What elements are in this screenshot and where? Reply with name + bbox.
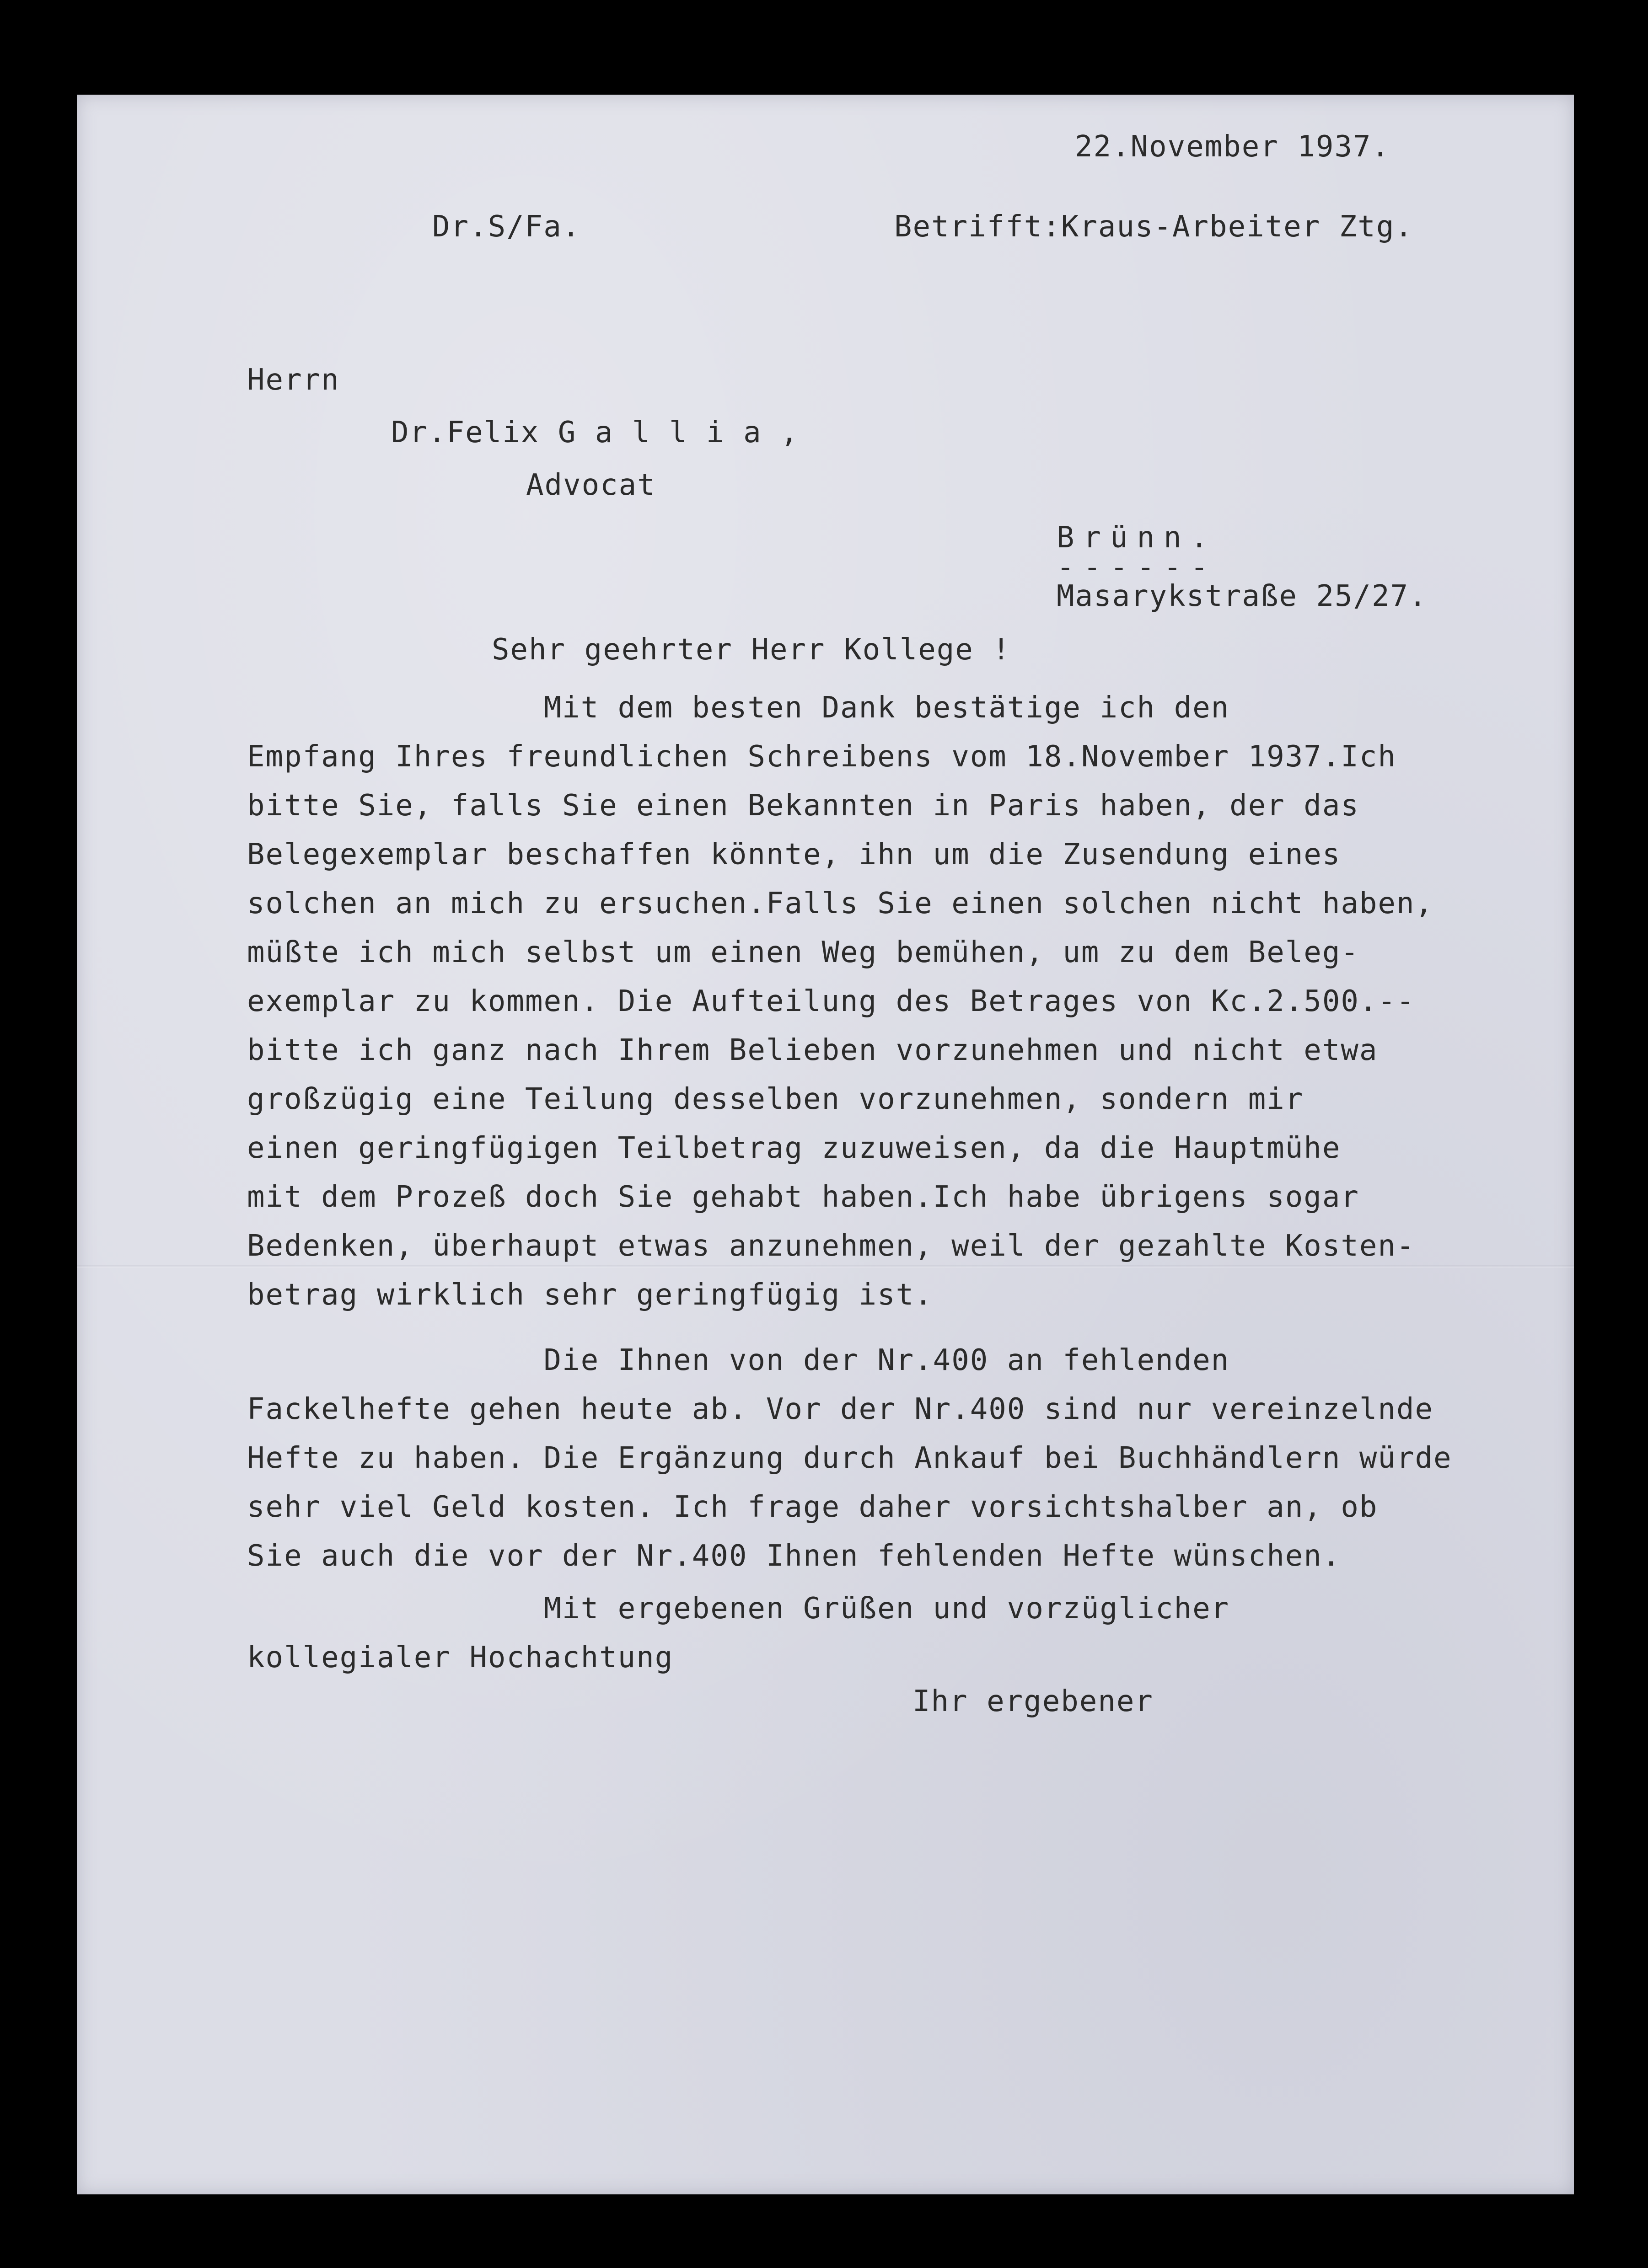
subject-line: Betrifft:Kraus-Arbeiter Ztg. [894, 210, 1413, 244]
body-paragraph-1: Mit dem besten Dank bestätige ich den Empfang Ihres freundlichen Schreibens vom 18.November 1937.Ich bitte Sie, falls Sie einen Bekannten in Paris haben, der das Belegexemplar beschaffen könnte, ihn um die Zusendung eines solchen an mich zu ersuchen.Falls Sie einen solchen nicht haben, müßte ich mich selbst um einen Weg bemühen, um zu dem Beleg- exemplar zu kommen. Die Aufteilung des Betrages von Kc.2.500.-- bitte ich ganz nach Ihrem Belieben vorzunehmen und nicht etwa großzügig eine Teilung desselben vorzunehmen, sondern mir einen geringfügigen Teilbetrag zuzuweisen, da die Hauptmühe mit dem Prozeß doch Sie gehabt haben.Ich habe übrigens sogar Bedenken, überhaupt etwas anzunehmen, weil der gezahlte Kosten- betrag wirklich sehr geringfügig ist. [247, 691, 1433, 1312]
salutation: Sehr geehrter Herr Kollege ! [492, 633, 1011, 667]
city-underline: ------ [1057, 551, 1218, 584]
recipient-profession: Advocat [526, 468, 656, 502]
signature-line: Ihr ergebener [913, 1685, 1154, 1718]
recipient-name: Dr.Felix G a l l i a , [391, 416, 799, 449]
reference-code: Dr.S/Fa. [432, 210, 581, 244]
recipient-title: Herrn [247, 363, 340, 397]
closing-formula: Mit ergebenen Grüßen und vorzüglicher kollegialer Hochachtung [247, 1592, 1230, 1674]
body-paragraph-2: Die Ihnen von der Nr.400 an fehlenden Fackelhefte gehen heute ab. Vor der Nr.400 sind nur vereinzelnde Hefte zu haben. Die Ergänzung durch Ankauf bei Buchhändlern würde sehr viel Geld kosten. Ich frage daher vorsichtshalber an, ob Sie auch die vor der Nr.400 Ihnen fehlenden Hefte wünschen. [247, 1343, 1452, 1573]
letter-date: 22.November 1937. [1075, 130, 1390, 164]
recipient-street: Masarykstraße 25/27. [1057, 579, 1428, 613]
recipient-city: Brünn. [1057, 521, 1218, 555]
